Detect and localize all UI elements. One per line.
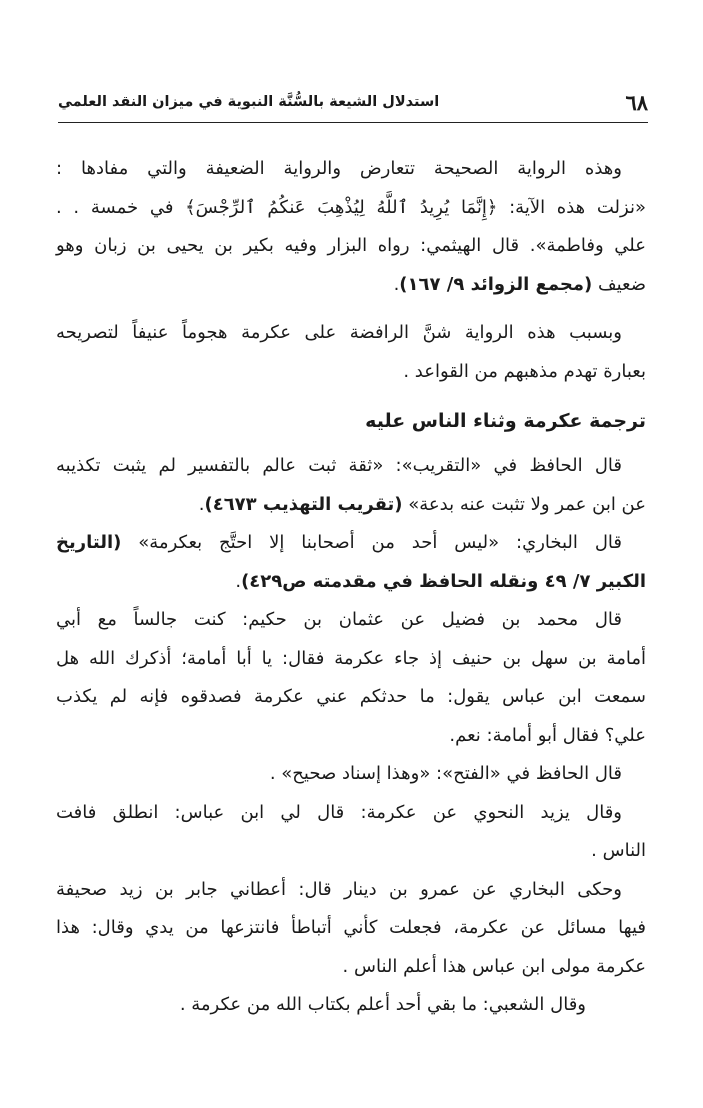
text-run: . [198, 493, 205, 515]
paragraph-1 [56, 150, 646, 304]
running-title: استدلال الشيعة بالسُّنَّة النبوية في ميزان النقد العلمي [58, 94, 440, 110]
text-run: . [393, 273, 400, 295]
text-line: «نزلت هذه الآية: ﴿إِنَّمَا يُرِيدُ ٱللَّهُ لِيُذْهِبَ عَنكُمُ ٱلرِّجْسَ﴾ في خمسة . . [56, 196, 646, 218]
text-line [56, 524, 646, 563]
text-line [56, 486, 646, 525]
text-line: علي وفاطمة». قال الهيثمي: رواه البزار وفيه بكير بن يحيى بن زبان وهو [56, 235, 646, 256]
paragraph-9 [56, 986, 646, 1025]
text-line: سمعت ابن عباس يقول: ما حدثكم عني عكرمة فصدقوه فإنه لم يكذب [56, 686, 646, 707]
citation: (التاريخ [56, 532, 122, 553]
text-line: علي؟ فقال أبو أمامة: نعم. [449, 724, 646, 746]
page-number: ٦٨ [625, 90, 648, 115]
text-line: فيها مسائل عن عكرمة، فجعلت كأني أتباطأ فانتزعها من يدي وقال: هذا [56, 917, 646, 938]
text-run: قال البخاري: «ليس أحد من أصحابنا إلا احتَّج بعكرمة» [121, 532, 622, 553]
citation: الكبير ٧/ ٤٩ ونقله الحافظ في مقدمته ص٤٢٩) [241, 570, 646, 592]
text-line: بعبارة تهدم مذهبهم من القواعد . [403, 360, 646, 382]
text-run: عن ابن عمر ولا تثبت عنه بدعة» [402, 493, 646, 515]
paragraph-7 [56, 794, 646, 871]
text-line: أمامة بن سهل بن حنيف إذ جاء عكرمة فقال: يا أبا أمامة؛ أذكرك الله هل [56, 647, 646, 669]
page-body [56, 150, 646, 1025]
page-header [58, 88, 648, 123]
paragraph-3 [56, 447, 646, 524]
text-line: وبسبب هذه الرواية شنَّ الرافضة على عكرمة هجوماً عنيفاً لتصريحه [56, 322, 622, 343]
paragraph-2 [56, 314, 646, 391]
text-line: قال محمد بن فضيل عن عثمان بن حكيم: كنت جالساً مع أبي [56, 609, 622, 630]
text-line [56, 266, 646, 305]
section-heading: ترجمة عكرمة وثناء الناس عليه [365, 410, 646, 432]
paragraph-8 [56, 871, 646, 987]
text-line: عكرمة مولى ابن عباس هذا أعلم الناس . [342, 955, 646, 977]
text-line: وحكى البخاري عن عمرو بن دينار قال: أعطاني جابر بن زيد صحيفة [56, 878, 622, 900]
citation: (تقريب التهذيب ٤٦٧٣) [204, 493, 403, 515]
text-line: وقال الشعبي: ما بقي أحد أعلم بكتاب الله من عكرمة . [179, 994, 586, 1015]
text-line: وهذه الرواية الصحيحة تتعارض والرواية الضعيفة والتي مفادها : [56, 158, 622, 179]
paragraph-6 [56, 755, 646, 794]
text-run: ضعيف [592, 273, 646, 295]
text-line [56, 563, 646, 602]
paragraph-5 [56, 601, 646, 755]
text-run: . [235, 570, 242, 592]
text-line: قال الحافظ في «الفتح»: «وهذا إسناد صحيح» . [269, 763, 622, 784]
text-line: وقال يزيد النحوي عن عكرمة: قال لي ابن عباس: انطلق فافت [56, 801, 622, 823]
text-line: الناس . [591, 840, 646, 861]
paragraph-4 [56, 524, 646, 601]
text-line: قال الحافظ في «التقريب»: «ثقة ثبت عالم بالتفسير لم يثبت تكذيبه [56, 455, 622, 476]
citation: (مجمع الزوائد ٩/ ١٦٧) [399, 273, 593, 295]
